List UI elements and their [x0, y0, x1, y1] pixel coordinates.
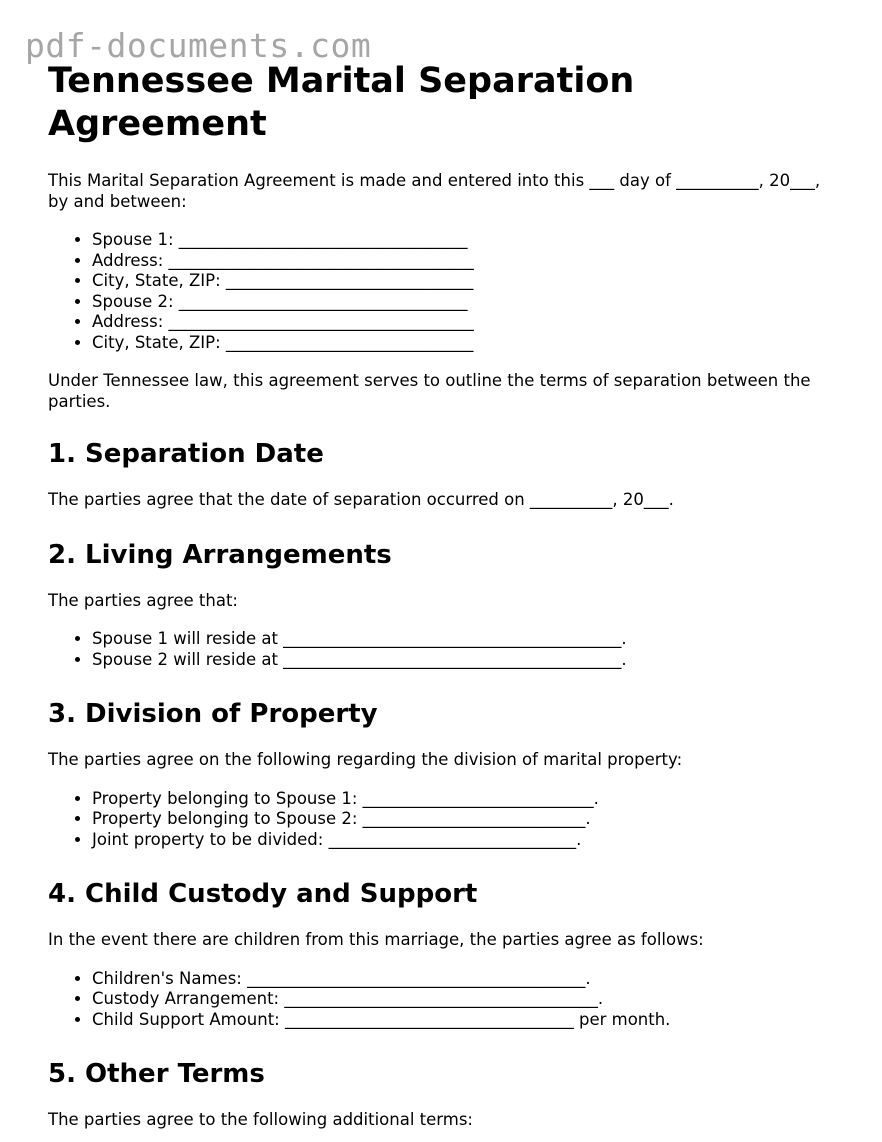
- list-item: • Children's Names: _________________________________________.: [92, 969, 838, 990]
- list-item: • City, State, ZIP: ______________________________: [92, 271, 838, 292]
- section-text: The parties agree that the date of separation occurred on __________, 20___.: [48, 490, 674, 509]
- living-arrangements-list: [48, 629, 838, 670]
- list-item: • Child Support Amount: ___________________________________ per month.: [92, 1010, 838, 1031]
- document-page: [48, 60, 838, 1131]
- list-item: • City, State, ZIP: ______________________________: [92, 333, 838, 354]
- list-item: • Spouse 1 will reside at _________________________________________.: [92, 629, 838, 650]
- parties-list: [48, 230, 838, 353]
- section-text: The parties agree to the following additional terms:: [48, 1110, 473, 1129]
- list-item: • Spouse 2: ___________________________________: [92, 292, 838, 313]
- law-paragraph: Under Tennessee law, this agreement serves to outline the terms of separation between the parties.: [48, 371, 811, 411]
- list-item: • Custody Arrangement: ______________________________________.: [92, 989, 838, 1010]
- section-heading-child-custody: 4. Child Custody and Support: [48, 879, 478, 909]
- intro-paragraph: This Marital Separation Agreement is made and entered into this ___ day of __________, 20___, by and between:: [48, 171, 821, 211]
- watermark: pdf-documents.com: [25, 26, 372, 65]
- list-item: • Address: _____________________________________: [92, 251, 838, 272]
- list-item: • Property belonging to Spouse 1: ____________________________.: [92, 789, 838, 810]
- document-title: Tennessee Marital Separation Agreement: [48, 61, 635, 144]
- list-item: • Spouse 1: ___________________________________: [92, 230, 838, 251]
- property-list: [48, 789, 838, 851]
- list-item: • Joint property to be divided: ______________________________.: [92, 830, 838, 851]
- child-custody-list: [48, 969, 838, 1031]
- section-heading-separation-date: 1. Separation Date: [48, 439, 324, 469]
- section-heading-division-of-property: 3. Division of Property: [48, 699, 378, 729]
- section-heading-other-terms: 5. Other Terms: [48, 1059, 265, 1089]
- section-heading-living-arrangements: 2. Living Arrangements: [48, 539, 392, 570]
- list-item: • Address: _____________________________________: [92, 312, 838, 333]
- list-item: • Spouse 2 will reside at _________________________________________.: [92, 650, 838, 671]
- section-text: The parties agree that:: [48, 590, 238, 610]
- section-text: In the event there are children from this marriage, the parties agree as follows:: [48, 930, 704, 949]
- section-text: The parties agree on the following regarding the division of marital property:: [48, 750, 683, 769]
- list-item: • Property belonging to Spouse 2: ___________________________.: [92, 809, 838, 830]
